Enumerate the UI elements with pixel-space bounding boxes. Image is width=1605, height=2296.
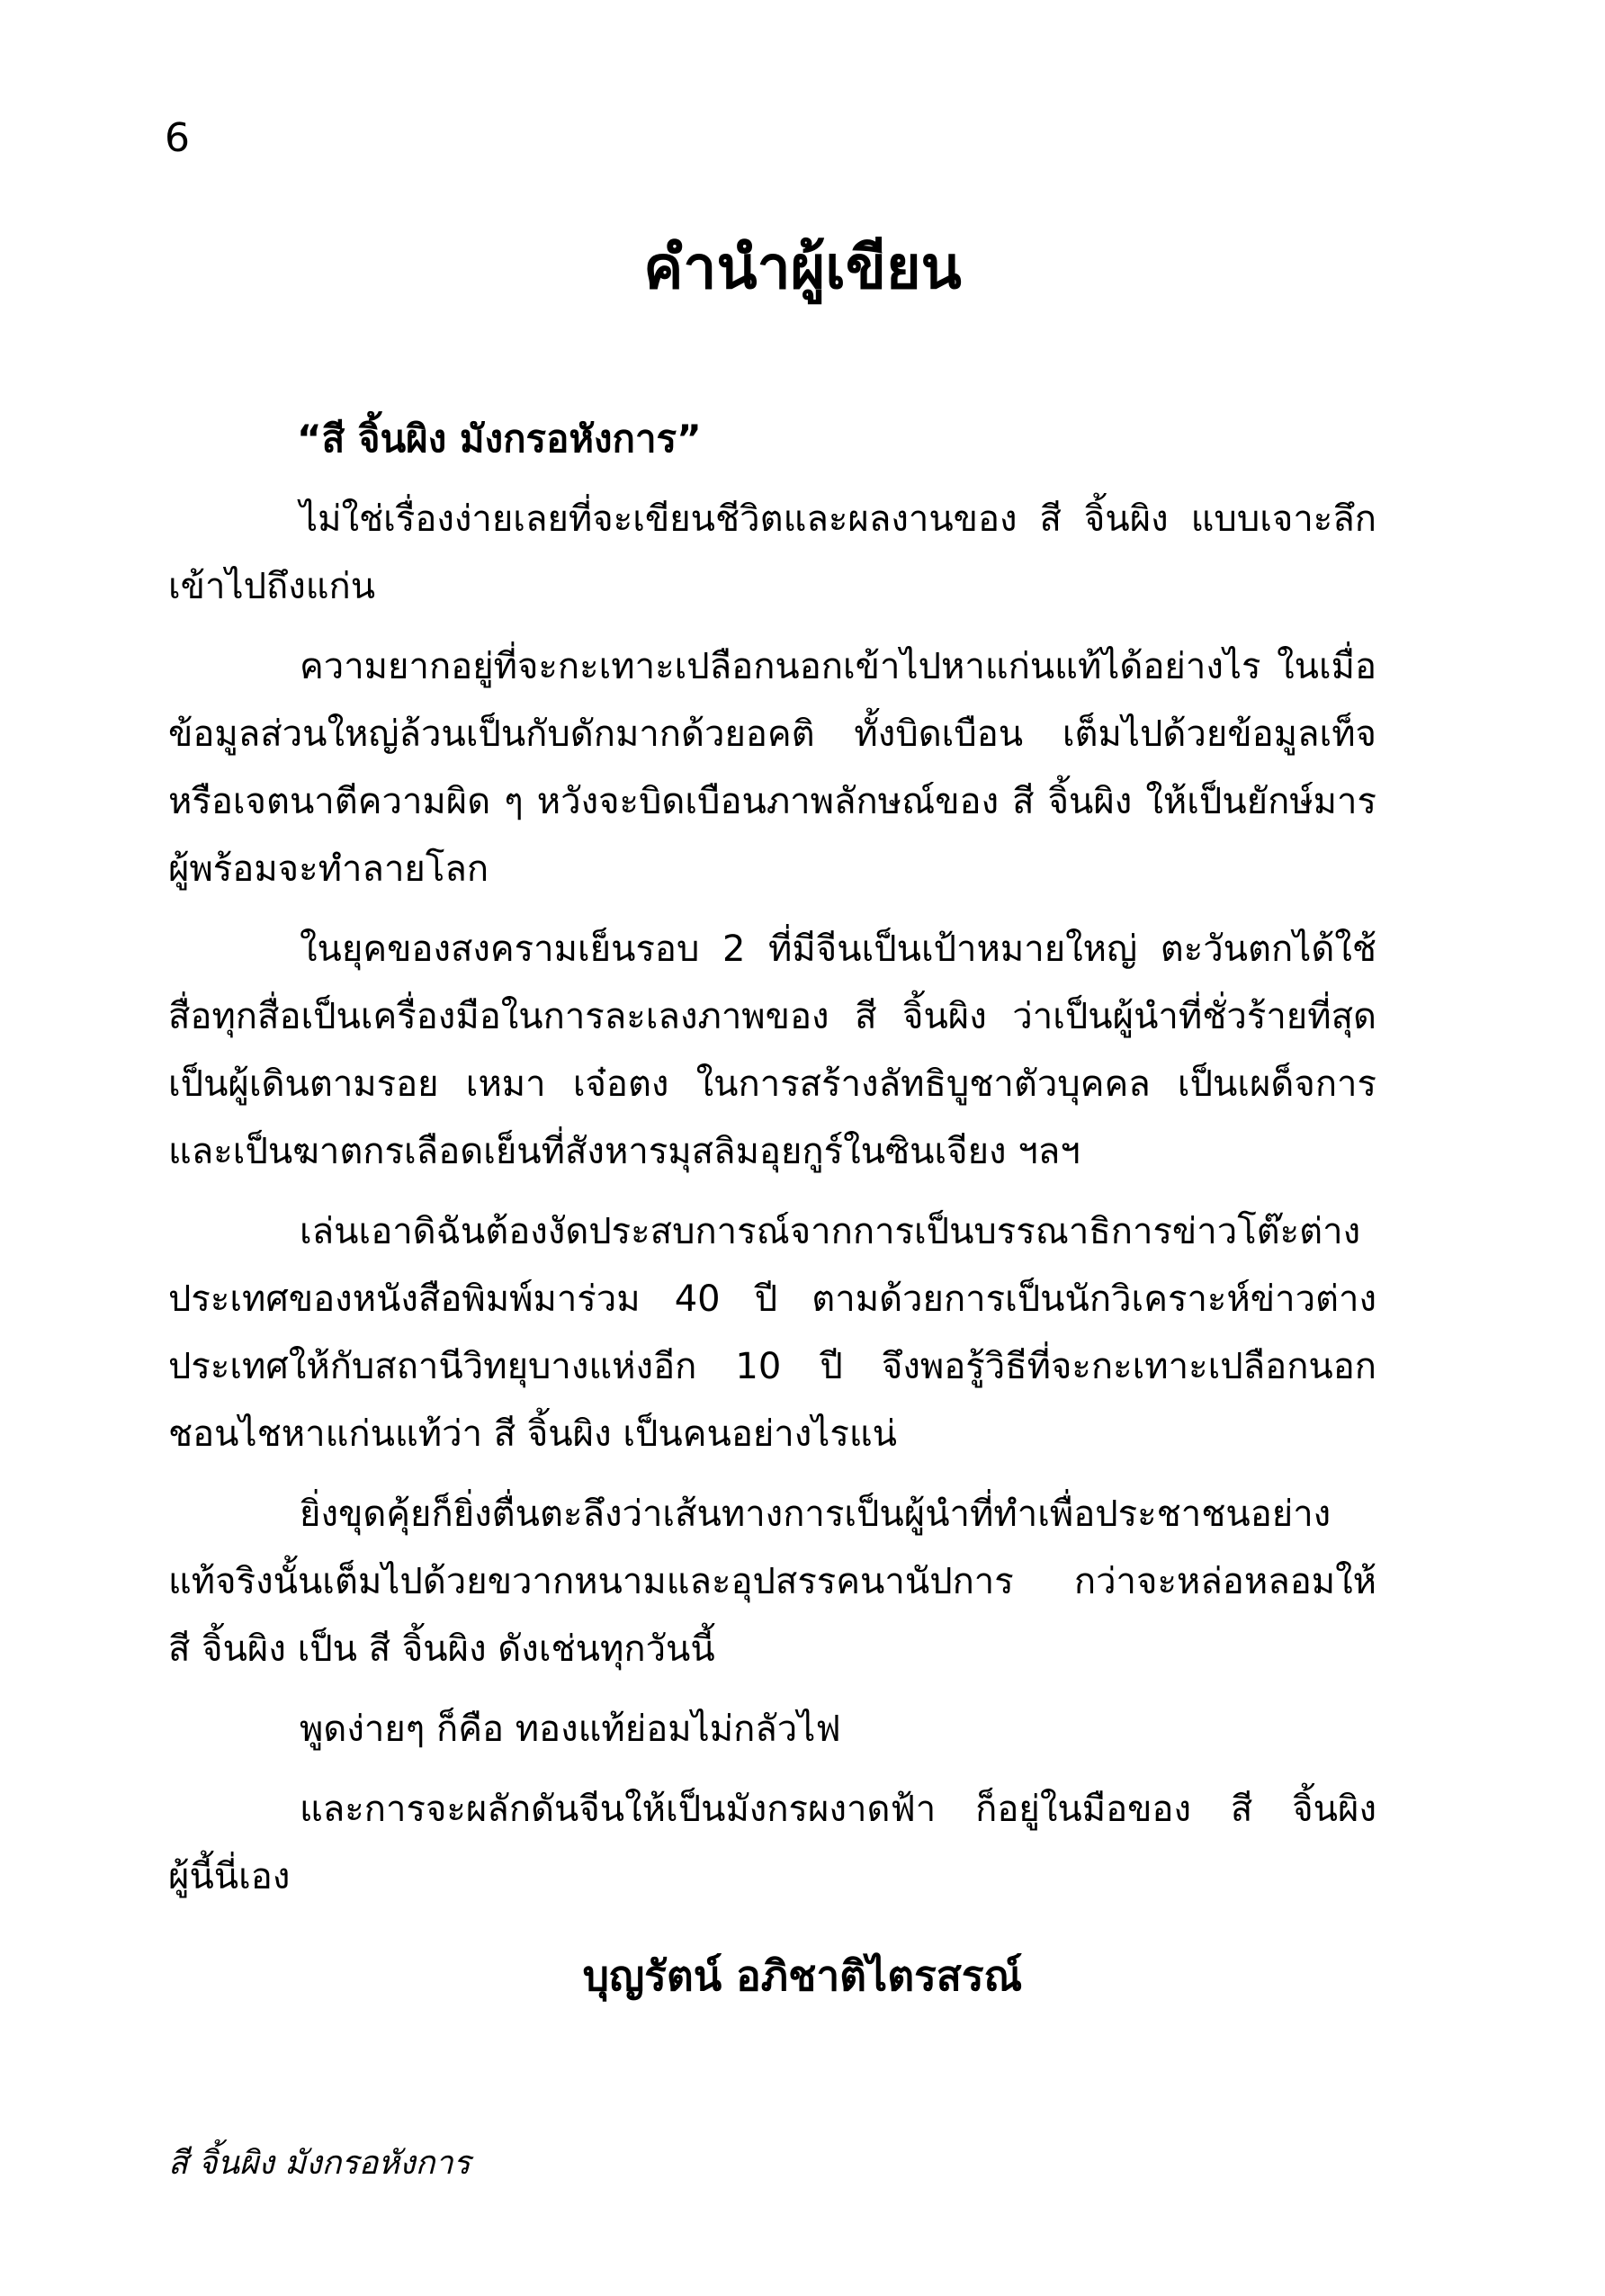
page-title: คำนำผู้เขียน [643,233,962,302]
text-line: ข้อมูลส่วนใหญ่ล้วนเป็นกับดักมากด้วยอคติ ทั้งบิดเบือน เต็มไปด้วยข้อมูลเท็จ [168,713,1376,755]
text-line: ผู้นี้นี่เอง [168,1856,291,1897]
text-line: ความยากอยู่ที่จะกะเทาะเปลือกนอกเข้าไปหาแก่นแท้ได้อย่างไร ในเมื่อ [300,646,1376,687]
text-line: ไม่ใช่เรื่องง่ายเลยที่จะเขียนชีวิตและผลงานของ สี จิ้นผิง แบบเจาะลึก [300,498,1376,540]
text-line: สี จิ้นผิง เป็น สี จิ้นผิง ดังเช่นทุกวันนี้ [168,1628,715,1670]
text-line: และเป็นฆาตกรเลือดเย็นที่สังหารมุสลิมอุยกูร์ในซินเจียง ฯลฯ [168,1131,1080,1172]
paragraph [168,1481,1376,1683]
text-line: เข้าไปถึงแก่น [168,566,376,607]
paragraph [168,916,1376,1186]
paragraph [168,1776,1376,1911]
text-line: เล่นเอาดิฉันต้องงัดประสบการณ์จากการเป็นบรรณาธิการข่าวโต๊ะต่าง [300,1211,1361,1252]
text-line: สื่อทุกสื่อเป็นเครื่องมือในการละเลงภาพของ สี จิ้นผิง ว่าเป็นผู้นำที่ชั่วร้ายที่สุด [168,996,1376,1037]
text-line: ประเทศให้กับสถานีวิทยุบางแห่งอีก 10 ปี จึงพอรู้วิธีที่จะกะเทาะเปลือกนอก [168,1346,1376,1387]
text-line: ยิ่งขุดคุ้ยก็ยิ่งตื่นตะลึงว่าเส้นทางการเป็นผู้นำที่ทำเพื่อประชาชนอย่าง [300,1493,1332,1535]
text-line: พูดง่ายๆ ก็คือ ทองแท้ย่อมไม่กลัวไฟ [300,1709,841,1750]
paragraph [168,633,1376,903]
paragraph [168,1198,1376,1468]
text-line: และการจะผลักดันจีนให้เป็นมังกรผงาดฟ้า ก็อยู่ในมือของ สี จิ้นผิง [300,1789,1376,1830]
subheading: “สี จิ้นผิง มังกรอหังการ” [297,417,702,461]
text-line: แท้จริงนั้นเต็มไปด้วยขวากหนามและอุปสรรคนานัปการ กว่าจะหล่อหลอมให้ [168,1561,1376,1602]
text-line: ผู้พร้อมจะทำลายโลก [168,848,489,890]
text-line: ชอนไชหาแก่นแท้ว่า สี จิ้นผิง เป็นคนอย่างไรแน่ [168,1413,898,1455]
text-line: เป็นผู้เดินตามรอย เหมา เจ๋อตง ในการสร้างลัทธิบูชาตัวบุคคล เป็นเผด็จการ [168,1063,1376,1105]
running-footer: สี จิ้นผิง มังกรอหังการ [168,2145,471,2182]
page-number: 6 [165,115,190,161]
text-line: หรือเจตนาตีความผิด ๆ หวังจะบิดเบือนภาพลักษณ์ของ สี จิ้นผิง ให้เป็นยักษ์มาร [168,781,1376,822]
paragraph [168,486,1376,621]
text-line: ในยุคของสงครามเย็นรอบ 2 ที่มีจีนเป็นเป้าหมายใหญ่ ตะวันตกได้ใช้ [300,928,1376,970]
text-line: ประเทศของหนังสือพิมพ์มาร่วม 40 ปี ตามด้วยการเป็นนักวิเคราะห์ข่าวต่าง [168,1278,1376,1320]
author-signature: บุญรัตน์ อภิชาติไตรสรณ์ [582,1951,1023,2000]
paragraph [168,1696,1376,1763]
body-text [168,486,1376,1924]
